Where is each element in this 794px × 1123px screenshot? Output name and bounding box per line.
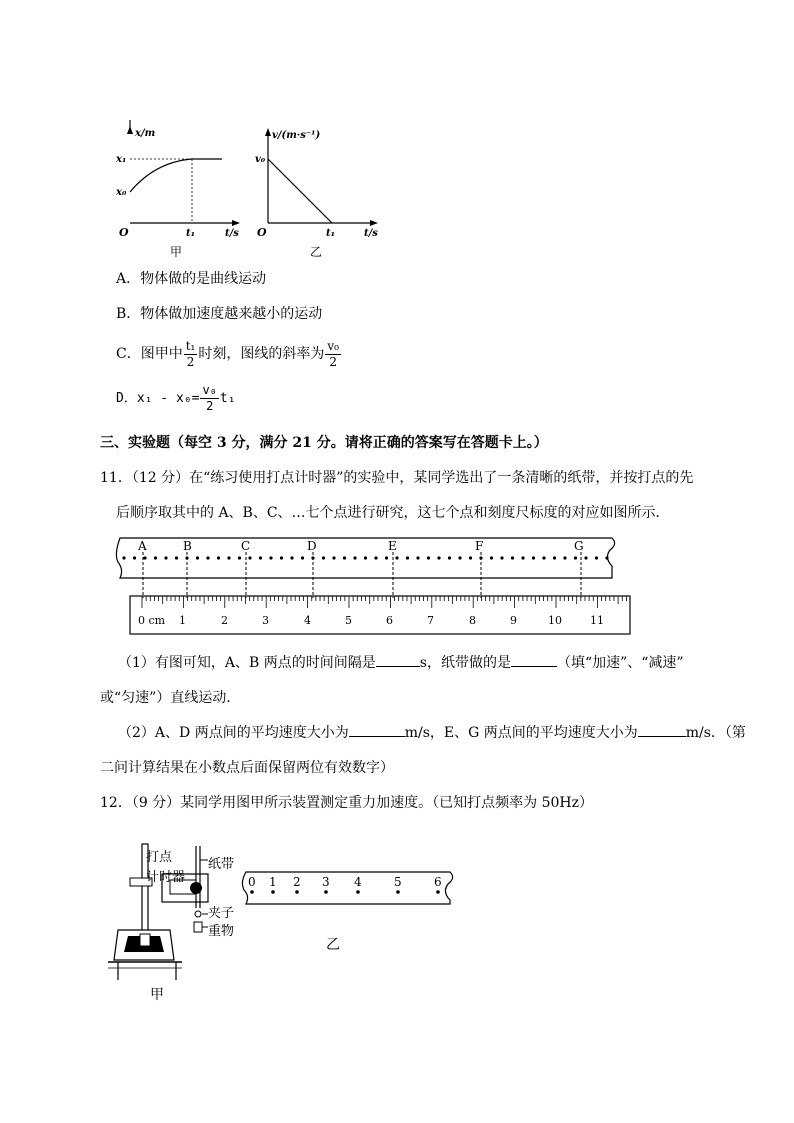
graph-yi-x-label: t/s bbox=[364, 228, 378, 239]
label-tape: 纸带 bbox=[208, 857, 235, 872]
q11-sub2-line2: 二问计算结果在小数点后面保留两位有效数字） bbox=[100, 760, 394, 776]
graph-yi-t1-label: t₁ bbox=[326, 228, 335, 239]
point-label-b: B bbox=[183, 539, 192, 553]
graph-jia-x0-label: x₀ bbox=[116, 187, 127, 198]
tape-number-1: 1 bbox=[269, 875, 277, 889]
point-label-a: A bbox=[138, 539, 147, 553]
graph-yi-y-label: v/(m·s⁻¹) bbox=[272, 130, 321, 141]
option-b: B．物体做加速度越来越小的运动 bbox=[116, 306, 323, 322]
graph-jia-x1-label: x₁ bbox=[116, 154, 127, 165]
blank-speed-eg[interactable] bbox=[638, 736, 686, 737]
ruler-label-2: 2 bbox=[221, 614, 228, 627]
ruler-label-4: 4 bbox=[304, 614, 311, 627]
ruler-label-1: 1 bbox=[179, 614, 186, 627]
caption-jia: 甲 bbox=[150, 987, 164, 1003]
option-a: A．物体做的是曲线运动 bbox=[116, 271, 267, 287]
graph-jia-t1-label: t₁ bbox=[186, 228, 195, 239]
q11-sub1-line2: 或“匀速”）直线运动． bbox=[100, 690, 241, 706]
label-weight: 重物 bbox=[208, 924, 235, 939]
tape-figure-yi bbox=[240, 868, 462, 908]
tape-number-0: 0 bbox=[248, 875, 256, 889]
label-clip: 夹子 bbox=[208, 906, 235, 921]
graph-jia-y-label: x/m bbox=[135, 128, 156, 139]
tape-and-ruler-figure bbox=[112, 530, 637, 640]
tape-number-2: 2 bbox=[293, 875, 301, 889]
graph-jia-origin: O bbox=[119, 226, 129, 239]
point-label-g: G bbox=[574, 539, 584, 553]
tape-number-5: 5 bbox=[394, 875, 402, 889]
label-timer-1: 打点 bbox=[146, 850, 173, 865]
section-3-heading: 三、实验题（每空 3 分，满分 21 分。请将正确的答案写在答题卡上。） bbox=[100, 435, 548, 451]
graph-yi-v0-label: v₀ bbox=[255, 154, 266, 165]
point-label-d: D bbox=[307, 539, 317, 553]
ruler-label-3: 3 bbox=[262, 614, 269, 627]
ruler-label-5: 5 bbox=[345, 614, 352, 627]
tape-number-3: 3 bbox=[322, 875, 330, 889]
point-label-f: F bbox=[475, 539, 484, 553]
tape-number-4: 4 bbox=[354, 875, 362, 889]
ruler-label-9: 9 bbox=[510, 614, 517, 627]
ruler-label-8: 8 bbox=[469, 614, 476, 627]
point-label-e: E bbox=[388, 539, 397, 553]
tape-number-6: 6 bbox=[434, 875, 442, 889]
q11-line2: 后顺序取其中的 A、B、C、…七个点进行研究，这七个点和刻度尺标度的对应如图所示． bbox=[116, 505, 670, 521]
graph-yi bbox=[250, 120, 385, 260]
ruler-label-11: 11 bbox=[590, 614, 604, 627]
blank-speed-ad[interactable] bbox=[349, 736, 405, 737]
blank-time-interval[interactable] bbox=[376, 666, 420, 667]
graph-yi-origin: O bbox=[257, 226, 267, 239]
option-d: D．x₁ - x₀= $\frac{\text{v₀}}{2}$ t₁ bbox=[116, 383, 236, 413]
option-c: C．图甲中 $\frac{\text{t₁}}{2}$ 时刻，图线的斜率为 $\frac{\text{v₀}}{2}$ bbox=[116, 338, 339, 369]
ruler-label-6: 6 bbox=[386, 614, 393, 627]
q11-line1: 11．（12 分）在“练习使用打点计时器”的实验中，某同学选出了一条清晰的纸带，并按打点的先 bbox=[100, 470, 694, 486]
q11-sub2: （2）A、D 两点间的平均速度大小为 m/s，E、G 两点间的平均速度大小为 m/s．（第 bbox=[118, 725, 746, 741]
graph-jia-caption: 甲 bbox=[170, 245, 183, 259]
graph-jia-curve bbox=[130, 159, 222, 192]
ruler-label-0: 0 cm bbox=[138, 614, 166, 627]
ruler-label-10: 10 bbox=[548, 614, 562, 627]
label-timer-2: 计时器 bbox=[146, 870, 186, 885]
q11-sub1: （1）有图可知，A、B 两点的时间间隔是 s，纸带做的是 （填“加速”、“减速” bbox=[118, 655, 684, 671]
q12-line1: 12．（9 分）某同学用图甲所示装置测定重力加速度。（已知打点频率为 50Hz） bbox=[100, 795, 594, 811]
ruler-label-7: 7 bbox=[427, 614, 434, 627]
graph-jia bbox=[110, 120, 245, 260]
point-label-c: C bbox=[241, 539, 251, 553]
graph-yi-line bbox=[268, 159, 332, 223]
graph-yi-caption: 乙 bbox=[310, 245, 323, 259]
blank-motion-type[interactable] bbox=[511, 666, 557, 667]
caption-yi: 乙 bbox=[326, 937, 340, 953]
graph-jia-x-label: t/s bbox=[225, 228, 239, 239]
